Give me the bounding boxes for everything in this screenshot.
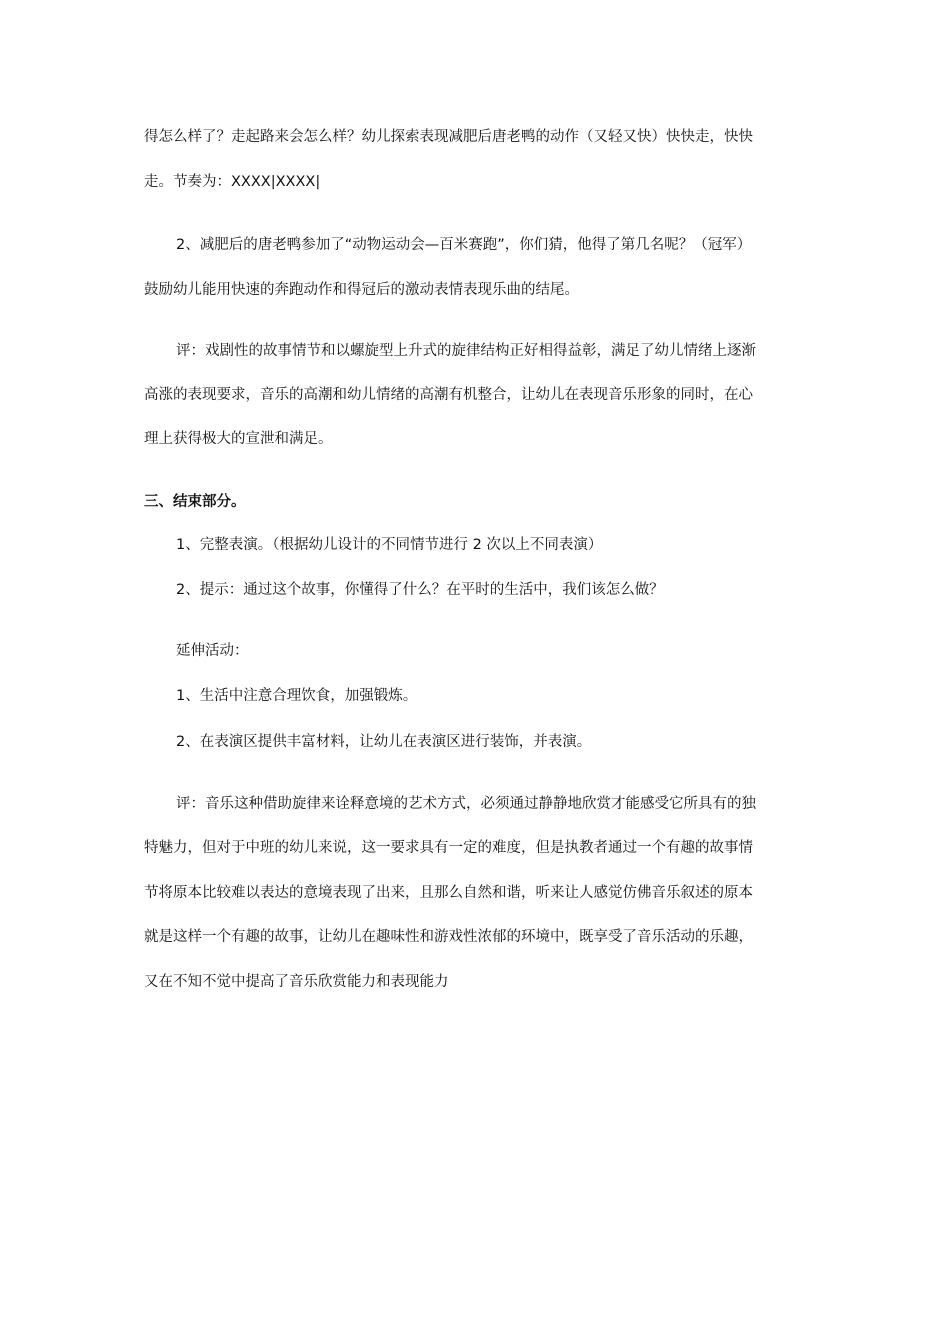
- extension-heading: 延伸活动：: [176, 643, 249, 659]
- comment-line-1: 评：戏剧性的故事情节和以螺旋型上升式的旋律结构正好相得益彰，满足了幼儿情绪上逐渐: [176, 343, 756, 359]
- text-line-3: 2、减肥后的唐老鸭参加了“动物运动会—百米赛跑”，你们猜，他得了第几名呢？（冠军）: [176, 237, 752, 253]
- comment-line-3: 理上获得极大的宣泄和满足。: [144, 431, 333, 447]
- review-line-3: 节将原本比较难以表达的意境表现了出来，且那么自然和谐，听来让人感觉仿佛音乐叙述的原本: [144, 885, 753, 901]
- list-item-2: 2、提示：通过这个故事，你懂得了什么？在平时的生活中，我们该怎么做？: [176, 582, 664, 598]
- extension-item-1: 1、生活中注意合理饮食，加强锻炼。: [176, 688, 418, 704]
- review-line-1: 评：音乐这种借助旋律来诠释意境的艺术方式，必须通过静静地欣赏才能感受它所具有的独: [176, 796, 756, 812]
- text-line-4: 鼓励幼儿能用快速的奔跑动作和得冠后的激动表情表现乐曲的结尾。: [144, 282, 579, 298]
- list-item-1: 1、完整表演。（根据幼儿设计的不同情节进行 2 次以上不同表演）: [176, 537, 603, 553]
- review-line-4: 就是这样一个有趣的故事，让幼儿在趣味性和游戏性浓郁的环境中，既享受了音乐活动的乐趣，: [144, 929, 753, 945]
- extension-item-2: 2、在表演区提供丰富材料，让幼儿在表演区进行装饰，并表演。: [176, 734, 592, 750]
- comment-line-2: 高涨的表现要求，音乐的高潮和幼儿情绪的高潮有机整合，让幼儿在表现音乐形象的同时，在心: [144, 387, 753, 403]
- text-line-1: 得怎么样了？走起路来会怎么样？幼儿探索表现减肥后唐老鸭的动作（又轻又快）快快走，快快: [144, 129, 753, 145]
- section-heading: 三、结束部分。: [144, 494, 246, 510]
- text-line-2: 走。节奏为：XXXX|XXXX|: [144, 174, 321, 190]
- review-line-5: 又在不知不觉中提高了音乐欣赏能力和表现能力: [144, 974, 449, 990]
- review-line-2: 特魅力，但对于中班的幼儿来说，这一要求具有一定的难度，但是执教者通过一个有趣的故事情: [144, 840, 753, 856]
